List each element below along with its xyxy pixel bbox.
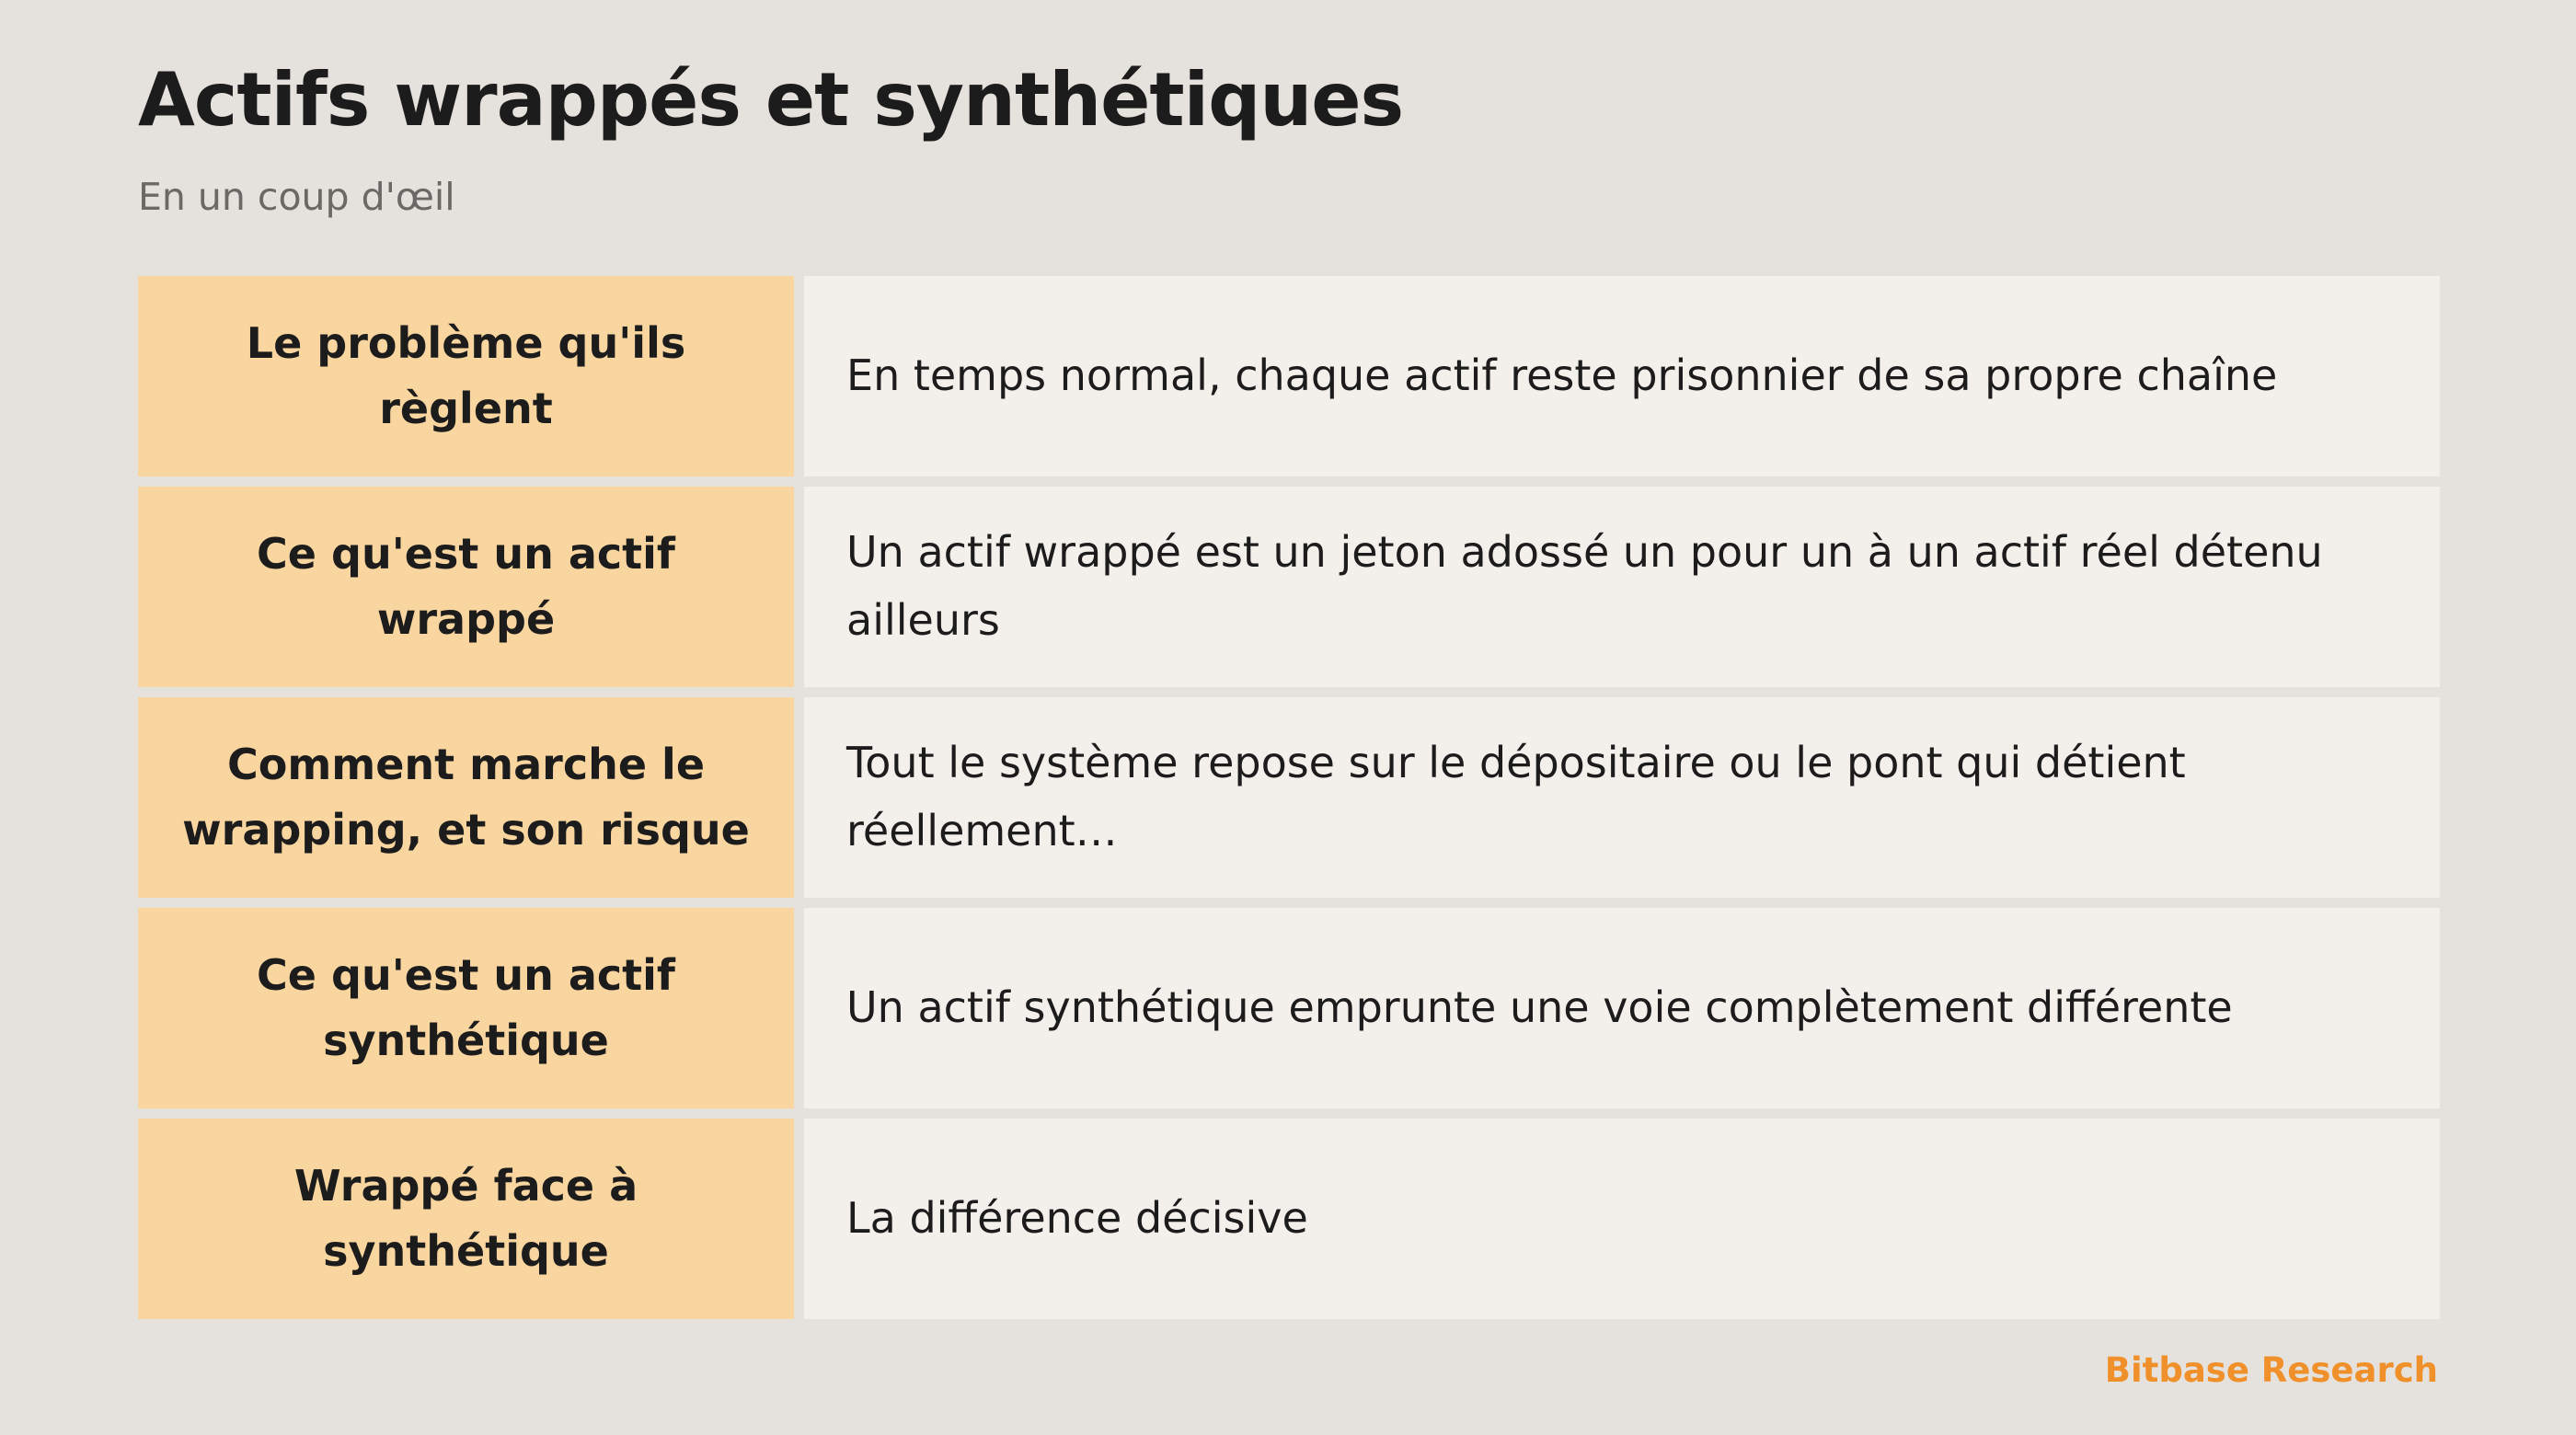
row-value: La différence décisive [804,1119,2440,1319]
table-row [138,908,2440,1108]
table-row [138,276,2440,476]
table-row [138,487,2440,687]
page-subtitle: En un coup d'œil [138,175,455,219]
row-value: Un actif wrappé est un jeton adossé un pour un à un actif réel détenu ailleurs [804,487,2440,687]
summary-table [138,276,2440,1319]
row-label: Ce qu'est un actif synthétique [138,908,794,1108]
row-label: Le problème qu'ils règlent [138,276,794,476]
table-row [138,697,2440,898]
row-label: Ce qu'est un actif wrappé [138,487,794,687]
row-value: En temps normal, chaque actif reste prisonnier de sa propre chaîne [804,276,2440,476]
row-value: Tout le système repose sur le dépositaire ou le pont qui détient réellement… [804,697,2440,898]
table-row [138,1119,2440,1319]
brand-footer: Bitbase Research [2104,1350,2438,1390]
page-title: Actifs wrappés et synthétiques [138,57,1404,143]
row-label: Comment marche le wrapping, et son risque [138,697,794,898]
row-value: Un actif synthétique emprunte une voie complètement différente [804,908,2440,1108]
row-label: Wrappé face à synthétique [138,1119,794,1319]
